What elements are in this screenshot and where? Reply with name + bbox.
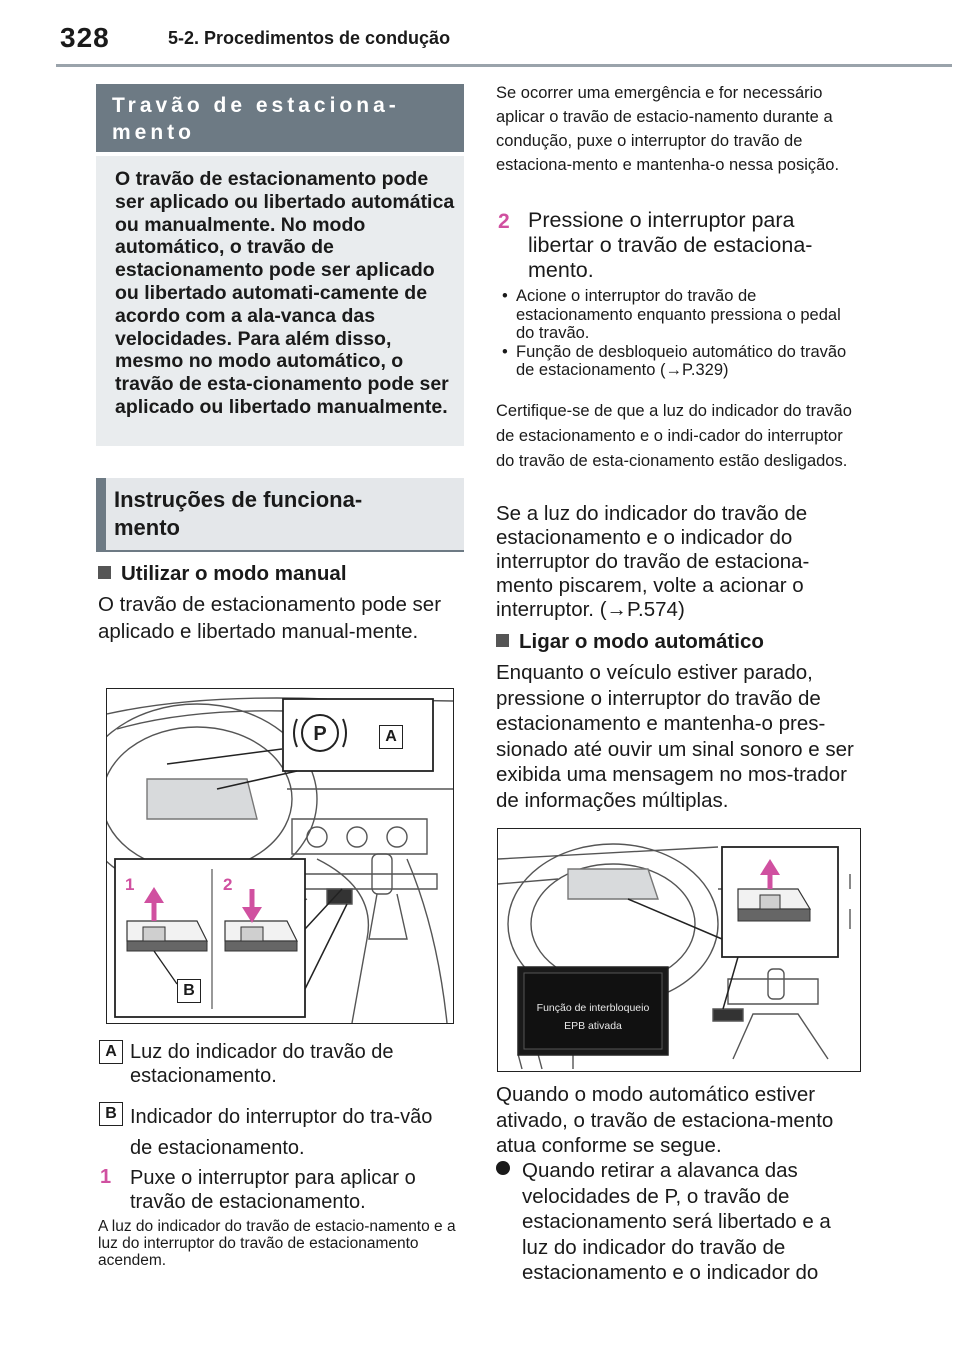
bullet-dot-icon: •: [502, 287, 508, 305]
auto-bullet-item: [496, 1158, 860, 1286]
banner-title: [114, 486, 362, 542]
banner-title: [112, 92, 400, 146]
bullet-item-text: Acione o interruptor do travão de estacionamento enquanto pressiona o pedal do travão.: [516, 287, 841, 342]
step-2-number: 2: [498, 210, 510, 233]
step-2-text: Pressione o interruptor para libertar o travão de estaciona-mento.: [528, 208, 813, 282]
emergency-text: Se ocorrer uma emergência e for necessário aplicar o travão de estacio-namento durante a condução, puxe o interruptor do travão de estaciona-mento e mantenha-o nessa posição.: [496, 84, 840, 174]
manual-mode-heading: [98, 562, 347, 586]
heading-square-icon: [496, 634, 509, 647]
auto-bullet-text: Quando retirar a alavanca das velocidades de P, o travão de estacionamento será libertado e a luz do indicador do travão de estacionamento e o indicador do: [522, 1159, 831, 1284]
legend-key-a: A: [99, 1040, 123, 1064]
banner-accent-bar: [96, 478, 106, 552]
section-banner-instructions: [96, 478, 464, 552]
bullet-item-text: Função de desbloqueio automático do travão de estacionamento (→P.329): [516, 342, 847, 379]
legend-text-b: Indicador do interruptor do tra-vão de estacionamento.: [130, 1106, 433, 1159]
auto-bullet-marker: [496, 1158, 522, 1286]
bullet-dot-icon: [496, 1161, 510, 1175]
banner-title-line2: mento: [114, 515, 180, 540]
step-1-number: 1: [100, 1166, 112, 1188]
page-number: 328: [60, 22, 110, 53]
check-text: Certifique-se de que a luz do indicador do travão de estacionamento e o indi-cador do interruptor do travão de esta-cionamento estão desligados.: [496, 402, 852, 470]
step-1-text: Puxe o interruptor para aplicar o travão de estacionamento.: [130, 1167, 416, 1213]
header-divider: [56, 64, 952, 67]
display-message-line2: EPB ativada: [564, 1020, 622, 1032]
figure-label-b: B: [177, 979, 201, 1003]
figure-step-2: 2: [223, 875, 233, 894]
legend-key-b: B: [99, 1102, 123, 1126]
heading-square-icon: [98, 566, 111, 579]
bullet-dot-icon: •: [502, 342, 508, 361]
section-banner-parking-brake: [96, 84, 464, 152]
bullet-item: [502, 287, 862, 343]
bullet-item: [502, 343, 862, 380]
manual-mode-heading-text: Utilizar o modo manual: [121, 562, 347, 585]
figure-auto-mode: [497, 828, 861, 1072]
manual-mode-text: O travão de estacionamento pode ser aplicado e libertado manual-mente.: [98, 593, 442, 643]
banner-title-line1: Travão de estaciona-: [112, 94, 400, 117]
figure-label-a: A: [379, 725, 403, 749]
figure-step-1: 1: [125, 875, 135, 894]
auto-mode-text: Enquanto o veículo estiver parado, pressione o interruptor do travão de estacionamento e mantenha-o pres-sionado até ouvir um sinal sonoro e ser exibida uma mensagem no mos-trador de informações múltiplas.: [496, 661, 854, 812]
blink-warning-text: Se a luz do indicador do travão de estacionamento e o indicador do interruptor do travão de estaciona-mento piscarem, volte a acionar o interruptor. (→P.574): [496, 502, 810, 621]
legend-text-a: Luz do indicador do travão de estacionamento.: [130, 1041, 394, 1087]
bullet-list: [502, 287, 862, 380]
display-message: [526, 999, 660, 1035]
banner-title-line2: mento: [112, 121, 195, 144]
display-message-line1: Função de interbloqueio: [536, 1002, 650, 1014]
intro-text: O travão de estacionamento pode ser aplicado ou libertado automática ou manualmente. No modo automático, o travão de estacionamento pode ser aplicado ou libertado automati-camente de acordo com a ala-vanca das velocidades. Para além disso, mesmo no modo automático, o travão de esta-cionamento pode ser aplicado ou libertado manualmente.: [115, 168, 455, 418]
figure-parking-brake-switch: [106, 688, 454, 1024]
step-1-note: A luz do indicador do travão de estacio-namento e a luz do interruptor do travão de estacionamento acendem.: [98, 1218, 456, 1269]
banner-title-line1: Instruções de funciona-: [114, 487, 363, 512]
auto-active-text: Quando o modo automático estiver ativado, o travão de estaciona-mento atua conforme se segue.: [496, 1083, 834, 1157]
svg-text:P: P: [313, 723, 327, 745]
auto-mode-heading: [496, 630, 764, 654]
intro-box: [96, 156, 464, 446]
auto-mode-heading-text: Ligar o modo automático: [519, 630, 764, 653]
section-title: 5-2. Procedimentos de condução: [168, 28, 451, 48]
